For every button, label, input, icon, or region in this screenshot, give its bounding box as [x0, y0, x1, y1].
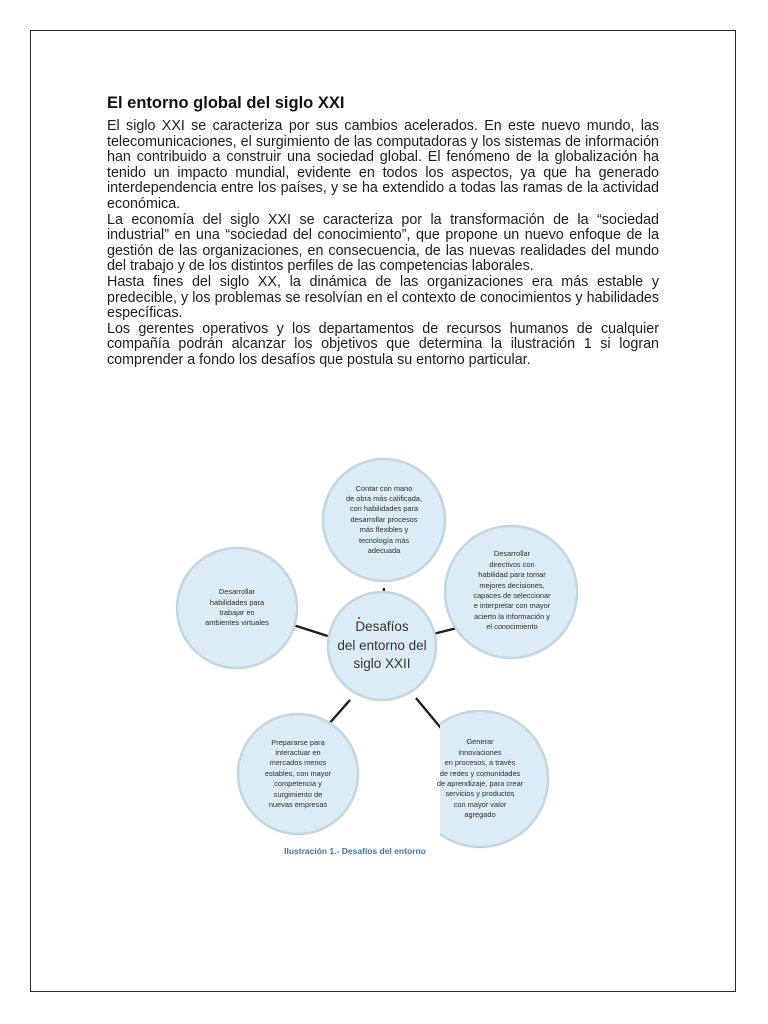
paragraph: La economía del siglo XXI se caracteriza por la transformación de la “sociedad industrial” en una “sociedad del conocimiento”, que propone un nuevo enfoque de la gestión de las organizaciones, en consecuencia, de las nuevas realidades del mundo del trabajo y de los distintos perfiles de las competencias laborales.: [107, 211, 659, 275]
paragraph: Hasta fines del siglo XX, la dinámica de las organizaciones era más estable y predecible, y los problemas se resolvían en el contexto de conocimientos y habilidades específicas.: [107, 273, 659, 322]
node-left-label: Desarrollar habilidades para trabajar en ambientes virtuales: [205, 587, 269, 628]
figure-caption: Ilustración 1.- Desafíos del entorno: [284, 846, 426, 856]
center-marker: [358, 617, 360, 619]
document-body: [107, 93, 659, 369]
node-top-label: Contar con mano de obra más calificada, con habilidades para desarrollar procesos más flexibles y tecnología más adecuada: [346, 483, 422, 556]
node-right-label: Desarrollar directivos con habilidad para tomar mejores decisiones, capaces de seleccionar e interpretar con mayor acierto la información y el conocimiento: [473, 549, 551, 632]
document-title: El entorno global del siglo XXI: [107, 94, 345, 112]
paragraph: El siglo XXI se caracteriza por sus cambios acelerados. En este nuevo mundo, las telecomunicaciones, el surgimiento de las computadoras y los sistemas de información han contribuido a construir una sociedad global. El fenómeno de la globalización ha tenido un impacto mundial, evidente en todos los aspectos, ya que ha generado interdependencia entre los países, y se ha extendido a todas las ramas de la actividad económica.: [107, 118, 659, 212]
node-center-label: Desafíos del entorno del siglo XXII: [337, 619, 427, 672]
connector-left: [290, 624, 334, 638]
node-bottom-left-label: Prepararse para interactuar en mercados menos estables, con mayor competencia y surgimiento de nuevas empresas: [264, 737, 332, 810]
paragraph: Los gerentes operativos y los departamentos de recursos humanos de cualquier compañía podrán alcanzar los objetivos que determina la ilustración 1 si logran comprender a fondo los desafíos que postula su entorno particular.: [107, 320, 659, 368]
node-bottom-right-label: Generar innovaciones en procesos, a través de redes y comunidades de aprendizaje, para crear servicios y productos con mayor valor agregado: [436, 737, 524, 820]
